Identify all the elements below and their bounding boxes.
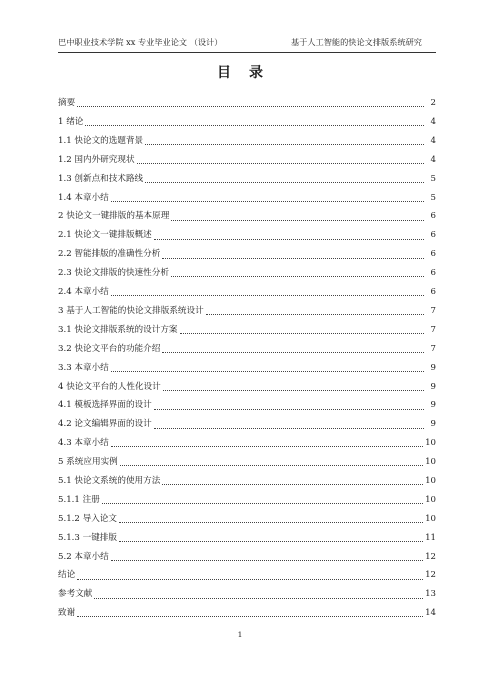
dot-leader — [145, 181, 424, 183]
toc-entry-label: 5.1 快论文系统的使用方法 — [58, 475, 161, 486]
toc-entry-page: 4 — [430, 154, 436, 165]
header-divider — [58, 52, 436, 53]
page-title: 目录 — [217, 65, 281, 81]
toc-entry[interactable] — [58, 528, 436, 547]
toc-entry-label: 1.1 快论文的选题背景 — [58, 135, 144, 146]
dot-leader — [154, 408, 424, 410]
toc-entry-label: 5.1.2 导入论文 — [58, 513, 117, 524]
toc-entry-label: 2.3 快论文排版的快速性分析 — [58, 268, 169, 279]
toc-entry-label: 结论 — [58, 570, 76, 581]
toc-entry-label: 5.2 本章小结 — [58, 551, 109, 562]
toc-entry-label: 1.3 创新点和技术路线 — [58, 173, 144, 184]
toc-entry[interactable] — [58, 94, 436, 113]
dot-leader — [206, 313, 424, 315]
toc-entry-label: 3.3 本章小结 — [58, 362, 109, 373]
toc-entry-label: 3.2 快论文平台的功能介绍 — [58, 343, 161, 354]
toc-entry[interactable] — [58, 188, 436, 207]
toc-entry-page: 9 — [430, 419, 436, 430]
dot-leader — [171, 275, 424, 277]
toc-entry-page: 6 — [430, 211, 436, 222]
dot-leader — [111, 370, 424, 372]
toc-entry-page: 14 — [425, 608, 436, 619]
toc-entry-page: 9 — [430, 381, 436, 392]
dot-leader — [180, 332, 424, 334]
toc-entry-label: 4.2 论文编辑界面的设计 — [58, 419, 152, 430]
toc-entry[interactable] — [58, 377, 436, 396]
toc-entry-page: 7 — [430, 324, 436, 335]
dot-leader — [163, 389, 424, 391]
toc-entry-page: 10 — [425, 438, 436, 449]
toc-entry[interactable] — [58, 434, 436, 453]
toc-entry-page: 6 — [430, 268, 436, 279]
toc-entry-page: 12 — [425, 570, 436, 581]
toc-entry-page: 10 — [425, 513, 436, 524]
toc-entry-page: 9 — [430, 362, 436, 373]
toc-entry-label: 3.1 快论文排版系统的设计方案 — [58, 324, 178, 335]
toc-entry-page: 4 — [430, 135, 436, 146]
toc-entry[interactable] — [58, 264, 436, 283]
toc-entry-page: 5 — [430, 173, 436, 184]
toc-entry[interactable] — [58, 510, 436, 529]
toc-entry-label: 2 快论文一键排版的基本原理 — [58, 211, 170, 222]
toc-entry[interactable] — [58, 151, 436, 170]
dot-leader — [111, 559, 423, 561]
dot-leader — [154, 427, 424, 429]
toc-entry-page: 9 — [430, 400, 436, 411]
dot-leader — [137, 162, 424, 164]
toc-entry-page: 12 — [425, 551, 436, 562]
toc-entry[interactable] — [58, 170, 436, 189]
toc-entry-page: 6 — [430, 230, 436, 241]
toc-entry[interactable] — [58, 321, 436, 340]
toc-entry-label: 4.1 模板选择界面的设计 — [58, 400, 152, 411]
toc-entry-label: 2.2 智能排版的准确性分析 — [58, 249, 161, 260]
dot-leader — [162, 483, 423, 485]
toc-entry-page: 10 — [425, 494, 436, 505]
toc-entry[interactable] — [58, 358, 436, 377]
dot-leader — [154, 238, 424, 240]
toc-entry[interactable] — [58, 566, 436, 585]
dot-leader — [120, 464, 423, 466]
dot-leader — [85, 124, 424, 126]
toc-entry[interactable] — [58, 396, 436, 415]
toc-entry[interactable] — [58, 340, 436, 359]
dot-leader — [145, 143, 424, 145]
toc-entry-page: 4 — [430, 117, 436, 128]
toc-entry[interactable] — [58, 585, 436, 604]
page-number: 1 — [237, 630, 243, 639]
toc-entry-page: 2 — [430, 98, 436, 109]
toc-entry[interactable] — [58, 245, 436, 264]
toc-entry-page: 13 — [425, 589, 436, 600]
toc-entry-label: 5.1.1 注册 — [58, 494, 100, 505]
toc-entry[interactable] — [58, 302, 436, 321]
toc-entry-page: 10 — [425, 475, 436, 486]
dot-leader — [111, 294, 424, 296]
toc-entry[interactable] — [58, 604, 436, 623]
dot-leader — [162, 351, 424, 353]
dot-leader — [77, 578, 423, 580]
toc-entry[interactable] — [58, 113, 436, 132]
toc-entry-label: 5 系统应用实例 — [58, 457, 118, 468]
toc-entry[interactable] — [58, 132, 436, 151]
toc-entry-page: 10 — [425, 457, 436, 468]
toc-entry-label: 4.3 本章小结 — [58, 438, 109, 449]
toc-entry-label: 1 绪论 — [58, 117, 84, 128]
toc-entry-label: 1.2 国内外研究现状 — [58, 154, 135, 165]
toc-entry-label: 摘要 — [58, 98, 76, 109]
dot-leader — [102, 502, 423, 504]
toc-entry-page: 6 — [430, 287, 436, 298]
toc-entry-label: 5.1.3 一键排版 — [58, 532, 117, 543]
header-right-text: 基于人工智能的快论文排版系统研究 — [290, 36, 422, 47]
dot-leader — [77, 615, 423, 617]
toc-entry-label: 1.4 本章小结 — [58, 192, 109, 203]
dot-leader — [94, 597, 423, 599]
toc-entry-label: 2.1 快论文一键排版概述 — [58, 230, 152, 241]
table-of-contents — [58, 94, 436, 623]
header-left-text: 巴中职业技术学院 xx 专业毕业论文 （设计） — [58, 36, 223, 47]
toc-entry[interactable] — [58, 415, 436, 434]
toc-entry-page: 11 — [425, 532, 436, 543]
toc-entry-label: 致谢 — [58, 608, 76, 619]
toc-entry-label: 参考文献 — [58, 589, 93, 600]
toc-entry-page: 7 — [430, 305, 436, 316]
toc-entry[interactable] — [58, 453, 436, 472]
dot-leader — [77, 105, 424, 107]
dot-leader — [171, 219, 424, 221]
dot-leader — [119, 540, 423, 542]
dot-leader — [119, 521, 423, 523]
toc-entry-label: 4 快论文平台的人性化设计 — [58, 381, 161, 392]
dot-leader — [111, 445, 423, 447]
toc-entry-page: 5 — [430, 192, 436, 203]
toc-entry[interactable] — [58, 226, 436, 245]
dot-leader — [162, 257, 424, 259]
toc-entry[interactable] — [58, 207, 436, 226]
toc-entry[interactable] — [58, 491, 436, 510]
toc-entry-label: 3 基于人工智能的快论文排版系统设计 — [58, 305, 204, 316]
toc-entry[interactable] — [58, 472, 436, 491]
toc-entry-page: 6 — [430, 249, 436, 260]
page-header — [58, 36, 422, 48]
toc-entry-page: 7 — [430, 343, 436, 354]
toc-entry-label: 2.4 本章小结 — [58, 287, 109, 298]
toc-entry[interactable] — [58, 283, 436, 302]
dot-leader — [111, 200, 424, 202]
toc-entry[interactable] — [58, 547, 436, 566]
